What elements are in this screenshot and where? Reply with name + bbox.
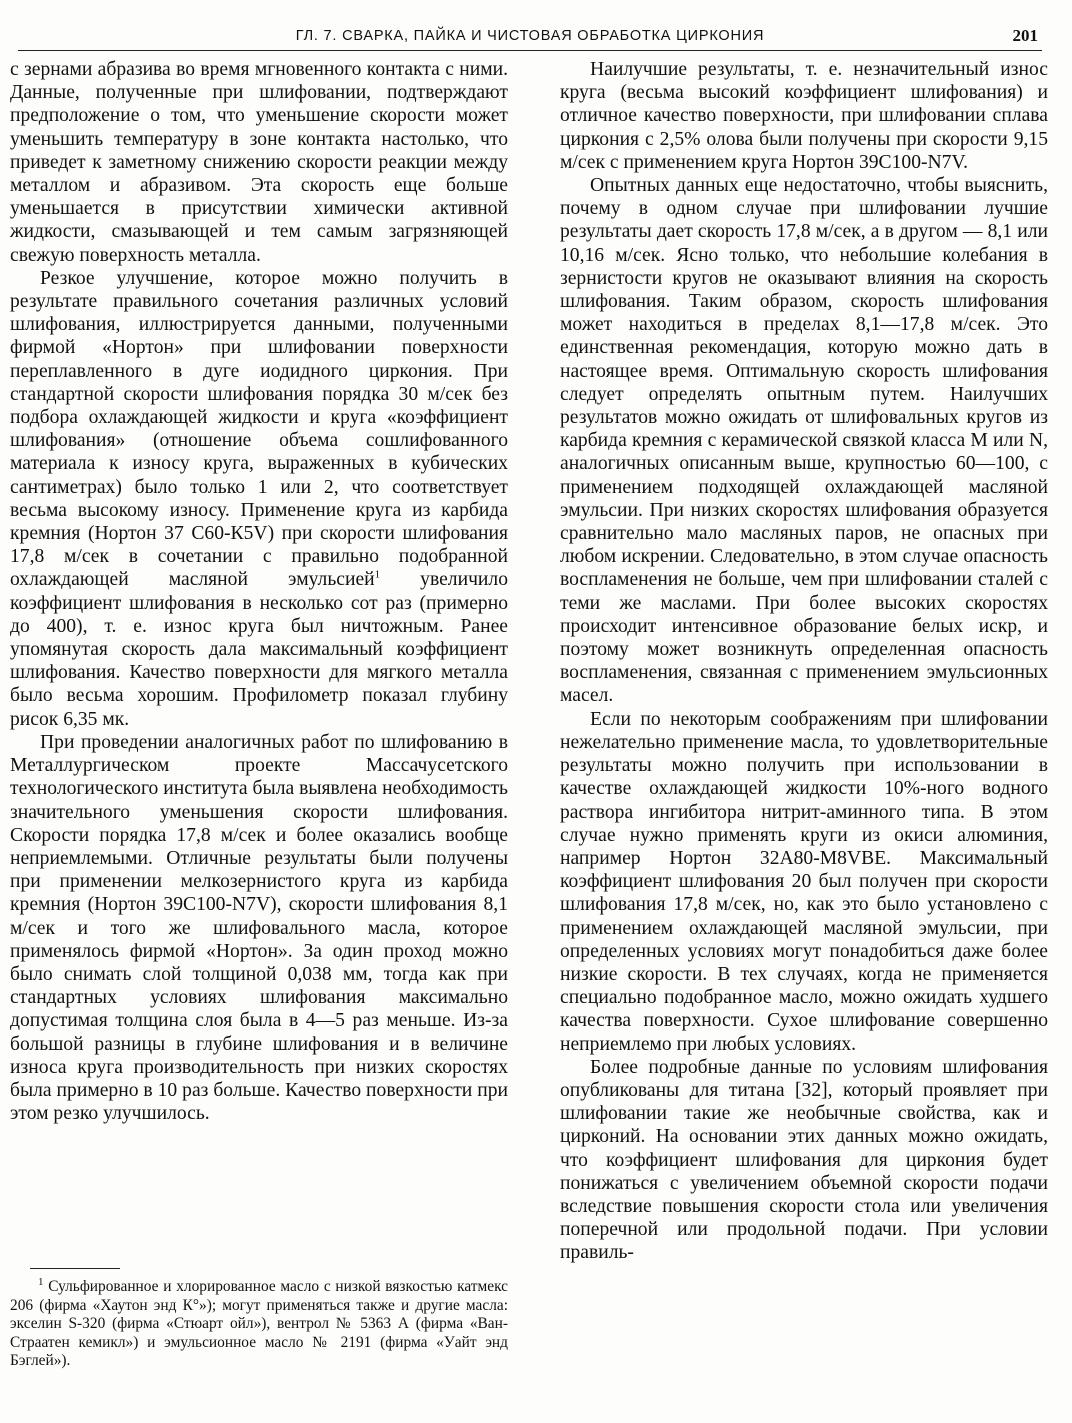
page-number: 201	[1012, 26, 1038, 45]
paragraph	[10, 267, 508, 731]
paragraph-text: Резкое улучшение, которое можно получить в результате правильного сочетания различных условий шлифования, иллюстрируется данными, полученными фирмой «Нортон» при шлифовании поверхности переплавленного в дуге иодидного циркония. При стандартной скорости шлифования порядка 30 м/сек без подбора охлаждающей жидкости и круга «коэффициент шлифования» (отношение объема сошлифованного материала к износу круга, выраженных в кубических сантиметрах) было только 1 или 2, что соответствует весьма высокому износу. Применение круга из карбида кремния (Нортон 37 С60-К5V) при скорости шлифования 17,8 м/сек в сочетании с правильно подобранной охлаждающей масляной эмульсией	[10, 267, 508, 591]
paragraph-text: увеличило коэффициент шлифования в несколько сот раз (примерно до 400), т. е. износ круга был ничтожным. Ранее упомянутая скорость дала максимальный коэффициент шлифования. Качество поверхности для мягкого металла было весьма хорошим. Профилометр показал глубину рисок 6,35 мк.	[10, 569, 508, 730]
paragraph: При проведении аналогичных работ по шлифованию в Металлургическом проекте Массачусетского технологического института была выявлена необходимость значительного уменьшения скорости шлифования. Скорости порядка 17,8 м/сек и более оказались вообще неприемлемыми. Отличные результаты были получены при применении мелкозернистого круга из карбида кремния (Нортон 39С100-N7V), скорости шлифования 8,1 м/сек и того же шлифовального масла, которое применялось фирмой «Нортон». За один проход можно было снимать слой толщиной 0,038 мм, тогда как при стандартных условиях шлифования максимально допустимая толщина слоя была в 4—5 раз меньше. Из-за большой разницы в глубине шлифования и в величине износа круга производительность при низких скоростях была примерно в 10 раз больше. Качество поверхности при этом резко улучшилось.	[10, 731, 508, 1125]
paragraph: Наилучшие результаты, т. е. незначительный износ круга (весьма высокий коэффициент шлифования) и отличное качество поверхности, при шлифовании сплава циркония с 2,5% олова были получены при скорости 9,15 м/сек с применением круга Нортон 39С100-N7V.	[560, 59, 1048, 173]
footnote-text: Сульфированное и хлорированное масло с низкой вязкостью катмекс 206 (фирма «Хаутон энд К°»); могут применяться также и другие масла: экселин S-320 (фирма «Стюарт ойл»), вентрол № 5363 А (фирма «Ван-Страатен кемикл») и эмульсионное масло № 2191 (фирма «Уайт энд Бэглей»).	[10, 1278, 508, 1370]
running-header	[18, 28, 1042, 51]
footnote-divider	[30, 1268, 120, 1269]
running-title: ГЛ. 7. СВАРКА, ПАЙКА И ЧИСТОВАЯ ОБРАБОТКА ЦИРКОНИЯ	[295, 28, 765, 44]
paragraph: Более подробные данные по условиям шлифования опубликованы для титана [32], который проявляет при шлифовании такие же необычные свойства, как и цирконий. На основании этих данных можно ожидать, что коэффициент шлифования для циркония будет понижаться с увеличением объемной скорости подачи вследствие повышения скорости стола или увеличения поперечной или продольной подачи. При условии правиль-	[560, 1056, 1048, 1264]
footnote-marker: 1	[38, 1275, 44, 1288]
footnote-reference[interactable]: 1	[374, 568, 381, 581]
right-column	[560, 58, 1048, 1265]
left-column	[10, 58, 508, 1125]
paragraph: с зернами абразива во время мгновенного контакта с ними. Данные, полученные при шлифовании, подтверждают предположение о том, что уменьшение скорости может уменьшить температуру в зоне контакта настолько, что приведет к заметному снижению скорости реакции между металлом и абразивом. Эта скорость еще больше уменьшается в присутствии химически активной жидкости, смазывающей и тем самым загрязняющей свежую поверхность металла.	[10, 59, 508, 266]
paragraph: Если по некоторым соображениям при шлифовании нежелательно применение масла, то удовлетворительные результаты можно получить при использовании в качестве охлаждающей жидкости 10%-ного водного раствора ингибитора нитрит-аминного типа. В этом случае нужно применять круги из окиси алюминия, например Нортон 32А80-М8VВЕ. Максимальный коэффициент шлифования 20 был получен при скорости шлифования 17,8 м/сек, но, как это было установлено с применением охлаждающей масляной эмульсии, при определенных условиях могут понадобиться даже более низкие скорости. В тех случаях, когда не применяется специально подобранное масло, можно ожидать худшего качества поверхности. Сухое шлифование совершенно неприемлемо при любых условиях.	[560, 708, 1048, 1055]
footnote	[10, 1275, 508, 1371]
paragraph: Опытных данных еще недостаточно, чтобы выяснить, почему в одном случае при шлифовании лучшие результаты дает скорость 17,8 м/сек, а в другом — 8,1 или 10,16 м/сек. Ясно только, что небольшие колебания в зернистости кругов не оказывают влияния на скорость шлифования. Таким образом, скорость шлифования может находиться в пределах 8,1—17,8 м/сек. Это единственная рекомендация, которую можно дать в настоящее время. Оптимальную скорость шлифования следует определять опытным путем. Наилучших результатов можно ожидать от шлифовальных кругов из карбида кремния с керамической связкой класса М или N, аналогичных описанным выше, крупностью 60—100, с применением подходящей охлаждающей масляной эмульсии. При низких скоростях шлифования образуется сравнительно мало масляных паров, не опасных при любом искрении. Следовательно, в этом случае опасность воспламенения не больше, чем при шлифовании сталей с теми же маслами. При более высоких скоростях происходит интенсивное образование белых искр, и поэтому может возникнуть определенная опасность воспламенения, связанная с применением эмульсионных масел.	[560, 175, 1048, 707]
